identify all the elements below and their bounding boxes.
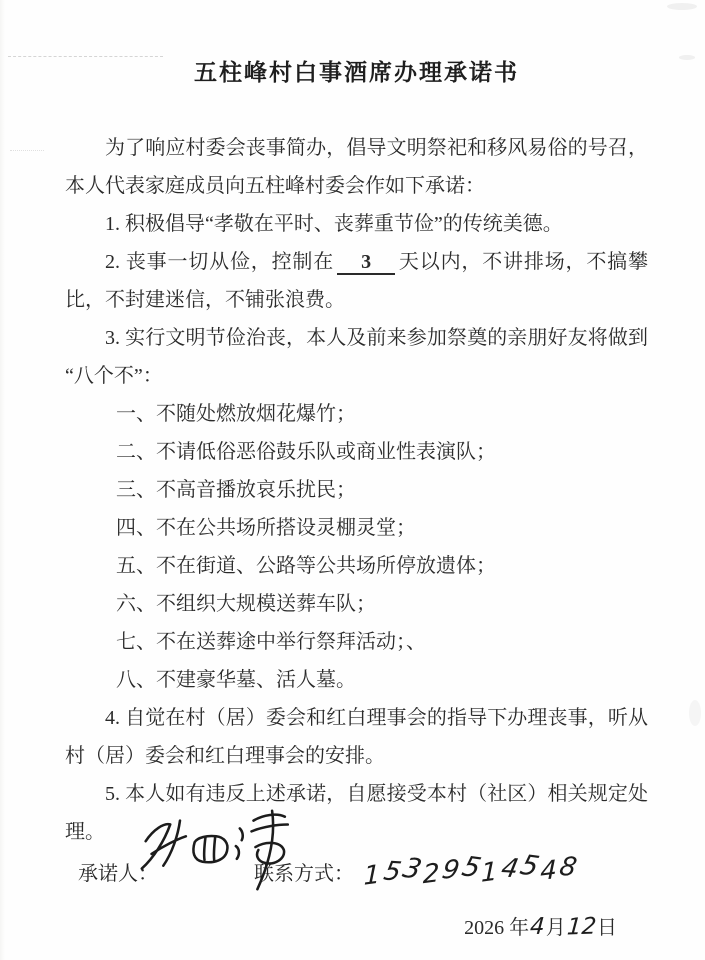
signature-row [78,849,648,897]
scan-artifact [689,700,701,726]
contact-label: 联系方式： [254,863,354,885]
clause-2 [65,243,648,319]
no-item-4: 四、不在公共场所搭设灵棚灵堂； [116,517,416,539]
no-item-8: 八、不建豪华墓、活人墓。 [116,669,356,691]
clause-3: 3. 实行文明节俭治丧，本人及前来参加祭奠的亲朋好友将做到“八个不”： [65,327,648,387]
days-blank-value: 3 [337,251,395,275]
no-item-2: 二、不请低俗恶俗鼓乐队或商业性表演队； [116,441,496,463]
scan-artifact [667,3,697,10]
handwritten-signature [130,805,326,895]
handwritten-month: 4 [529,913,546,941]
date-line [65,911,648,940]
scan-artifact [10,150,44,151]
no-item-5: 五、不在街道、公路等公共场所停放遗体； [116,555,496,577]
clause-4: 4. 自觉在村（居）委会和红白理事会的指导下办理丧事，听从村（居）委会和红白理事会的安排。 [65,707,648,767]
clause-5: 5. 本人如有违反上述承诺，自愿接受本村（社区）相关规定处理。 [65,783,648,843]
date-year: 2026 年 [464,917,530,939]
no-item-6: 六、不组织大规模送葬车队； [116,593,376,615]
date-day-unit: 日 [597,917,617,939]
scan-artifact [0,0,5,960]
document-title: 五柱峰村白事酒席办理承诺书 [194,60,519,85]
handwritten-phone-number: 15329514548 [363,849,583,892]
signer-label: 承诺人： [78,863,158,885]
no-item-3: 三、不高音播放哀乐扰民； [116,479,356,501]
no-item-1: 一、不随处燃放烟花爆竹； [116,403,356,425]
intro-paragraph: 为了响应村委会丧事简办，倡导文明祭祀和移风易俗的号召，本人代表家庭成员向五柱峰村委会作如下承诺： [65,137,648,197]
clause-1: 1. 积极倡导“孝敬在平时、丧葬重节俭”的传统美德。 [105,213,563,235]
document-footer [65,849,648,941]
date-month-unit: 月 [545,917,566,939]
clause-2-suffix: 天以内，不讲排场，不搞攀比，不封建迷信，不铺张浪费。 [65,251,649,311]
document-body [65,129,648,851]
handwritten-day: 12 [565,913,597,941]
scan-artifact [679,55,695,60]
no-item-7: 七、不在送葬途中举行祭拜活动；、 [116,631,426,653]
clause-2-prefix: 2. 丧事一切从俭，控制在 [105,251,335,273]
